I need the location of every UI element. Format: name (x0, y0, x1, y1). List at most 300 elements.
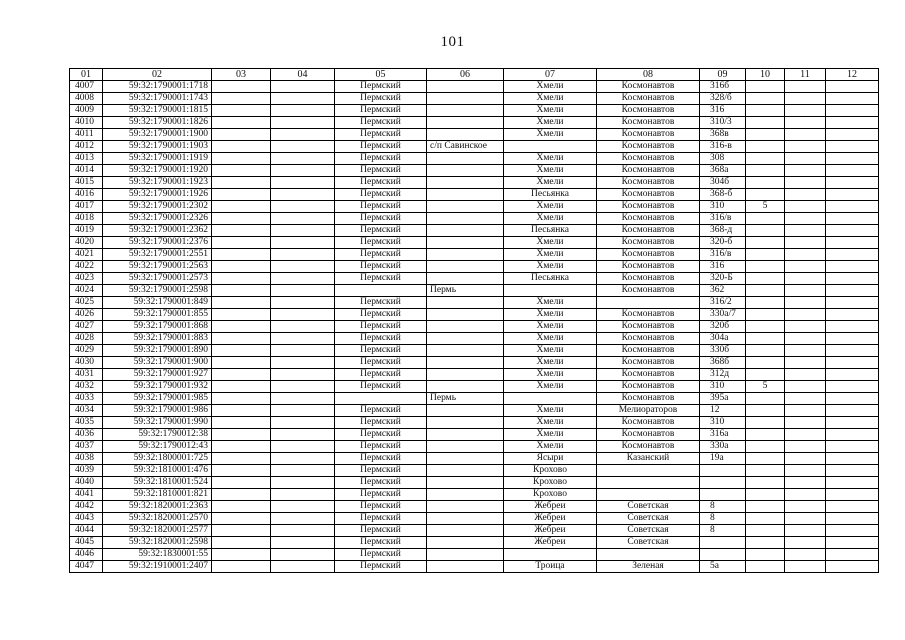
table-cell: 59:32:1820001:2577 (103, 525, 212, 537)
table-cell: Пермский (335, 525, 427, 537)
table-cell: 316 (700, 261, 746, 273)
table-cell (212, 501, 271, 513)
table-cell (826, 117, 879, 129)
table-cell: 312д (700, 369, 746, 381)
table-cell: 4017 (70, 201, 103, 213)
table-cell (785, 525, 826, 537)
table-cell: Зеленая (597, 561, 700, 573)
table-cell (427, 513, 504, 525)
table-cell: 59:32:1790001:868 (103, 321, 212, 333)
table-row (70, 465, 879, 477)
table-cell (427, 561, 504, 573)
table-cell: Хмели (504, 105, 597, 117)
table-cell: 4012 (70, 141, 103, 153)
table-cell: 4022 (70, 261, 103, 273)
table-cell: 4014 (70, 165, 103, 177)
table-cell (271, 273, 335, 285)
table-cell: 59:32:1790001:2551 (103, 249, 212, 261)
table-cell: 310 (700, 417, 746, 429)
table-cell: Пермский (335, 501, 427, 513)
table-cell: 4030 (70, 357, 103, 369)
table-cell: Хмели (504, 309, 597, 321)
table-cell: Пермский (335, 297, 427, 309)
table-cell (271, 549, 335, 561)
table-cell (427, 117, 504, 129)
table-cell (826, 81, 879, 93)
table-cell: 320-б (700, 237, 746, 249)
table-cell (826, 153, 879, 165)
table-cell (785, 141, 826, 153)
table-cell (212, 453, 271, 465)
column-header: 04 (271, 69, 335, 81)
table-cell (785, 93, 826, 105)
table-cell (785, 465, 826, 477)
table-cell (746, 417, 785, 429)
table-cell (746, 165, 785, 177)
table-cell (212, 369, 271, 381)
table-cell: Хмели (504, 201, 597, 213)
table-cell (271, 537, 335, 549)
table-cell (746, 357, 785, 369)
table-cell (826, 129, 879, 141)
table-cell (826, 357, 879, 369)
table-cell (826, 201, 879, 213)
table-cell: 59:32:1790001:927 (103, 369, 212, 381)
table-cell (271, 489, 335, 501)
table-cell: Советская (597, 537, 700, 549)
table-cell: Космонавтов (597, 177, 700, 189)
table-cell (271, 93, 335, 105)
table-cell (427, 297, 504, 309)
table-cell: 4045 (70, 537, 103, 549)
table-cell (785, 165, 826, 177)
table-cell (271, 429, 335, 441)
table-cell (746, 513, 785, 525)
table-cell: Пермский (335, 381, 427, 393)
table-cell (826, 261, 879, 273)
table-cell (746, 249, 785, 261)
table-cell: Мелиораторов (597, 405, 700, 417)
table-cell: 310 (700, 201, 746, 213)
table-cell: 4020 (70, 237, 103, 249)
table-cell (700, 477, 746, 489)
table-row (70, 177, 879, 189)
table-cell (826, 537, 879, 549)
table-cell (746, 225, 785, 237)
registry-table (69, 68, 879, 573)
table-cell: Хмели (504, 345, 597, 357)
table-cell: 368-д (700, 225, 746, 237)
table-cell (826, 405, 879, 417)
table-cell (826, 249, 879, 261)
table-row (70, 537, 879, 549)
table-cell (746, 285, 785, 297)
table-cell: 59:32:1790001:1919 (103, 153, 212, 165)
table-cell (427, 405, 504, 417)
table-cell: Крохово (504, 465, 597, 477)
table-cell: 19а (700, 453, 746, 465)
table-cell (427, 237, 504, 249)
table-cell: 59:32:1790001:932 (103, 381, 212, 393)
table-cell: 59:32:1810001:476 (103, 465, 212, 477)
table-row (70, 381, 879, 393)
table-cell: Хмели (504, 93, 597, 105)
table-cell (785, 453, 826, 465)
table-cell: 316/2 (700, 297, 746, 309)
table-cell: 59:32:1790001:1923 (103, 177, 212, 189)
table-cell (785, 501, 826, 513)
table-cell: Пермский (335, 441, 427, 453)
table-cell: Космонавтов (597, 441, 700, 453)
table-row (70, 93, 879, 105)
table-cell: 59:32:1790001:2362 (103, 225, 212, 237)
table-cell: 4023 (70, 273, 103, 285)
table-cell (212, 381, 271, 393)
table-cell: Хмели (504, 153, 597, 165)
table-cell (335, 285, 427, 297)
table-cell: Космонавтов (597, 333, 700, 345)
table-cell: Космонавтов (597, 117, 700, 129)
table-cell: Космонавтов (597, 381, 700, 393)
column-header: 06 (427, 69, 504, 81)
table-row (70, 369, 879, 381)
table-row (70, 81, 879, 93)
table-cell (212, 273, 271, 285)
table-row (70, 453, 879, 465)
table-cell (826, 525, 879, 537)
table-cell: Пермский (335, 453, 427, 465)
table-cell (746, 177, 785, 189)
table-cell (212, 129, 271, 141)
table-cell (785, 285, 826, 297)
table-cell: 59:32:1820001:2570 (103, 513, 212, 525)
table-cell (427, 453, 504, 465)
table-cell (271, 453, 335, 465)
table-cell: 4031 (70, 369, 103, 381)
table-cell (785, 117, 826, 129)
table-cell: Пермский (335, 105, 427, 117)
table-cell (826, 393, 879, 405)
table-cell (212, 153, 271, 165)
table-cell: Космонавтов (597, 213, 700, 225)
table-cell: Пермский (335, 429, 427, 441)
table-cell (427, 201, 504, 213)
table-cell: Пермский (335, 477, 427, 489)
table-cell (826, 237, 879, 249)
table-cell: Хмели (504, 405, 597, 417)
table-cell: 59:32:1790001:1743 (103, 93, 212, 105)
table-cell (597, 477, 700, 489)
table-cell (746, 81, 785, 93)
table-cell (746, 129, 785, 141)
table-cell: Пермский (335, 189, 427, 201)
table-cell (700, 537, 746, 549)
table-cell (785, 381, 826, 393)
table-row (70, 345, 879, 357)
table-cell (212, 465, 271, 477)
table-cell: 316 (700, 105, 746, 117)
table-cell (785, 429, 826, 441)
table-cell (271, 357, 335, 369)
table-cell (785, 201, 826, 213)
table-cell: Крохово (504, 489, 597, 501)
table-cell (826, 549, 879, 561)
table-row (70, 393, 879, 405)
table-cell: Пермский (335, 93, 427, 105)
table-cell (746, 117, 785, 129)
table-cell: 362 (700, 285, 746, 297)
table-cell (746, 309, 785, 321)
table-cell (212, 525, 271, 537)
table-cell (271, 141, 335, 153)
table-cell: 368-б (700, 189, 746, 201)
table-cell: Космонавтов (597, 393, 700, 405)
table-cell (746, 393, 785, 405)
table-cell: Хмели (504, 297, 597, 309)
table-cell: 59:32:1790001:1900 (103, 129, 212, 141)
table-cell: Хмели (504, 369, 597, 381)
table-cell (427, 93, 504, 105)
table-cell: 8 (700, 501, 746, 513)
table-cell (427, 417, 504, 429)
table-cell (746, 441, 785, 453)
table-cell: 395а (700, 393, 746, 405)
table-cell: Пермский (335, 129, 427, 141)
table-row (70, 405, 879, 417)
table-cell (785, 513, 826, 525)
table-cell (785, 369, 826, 381)
table-cell (746, 105, 785, 117)
table-cell (427, 273, 504, 285)
table-cell: 4037 (70, 441, 103, 453)
column-header: 10 (746, 69, 785, 81)
table-cell: 330а (700, 441, 746, 453)
table-cell (427, 177, 504, 189)
table-cell (271, 465, 335, 477)
table-cell (271, 225, 335, 237)
table-cell: Пермский (335, 153, 427, 165)
table-cell (271, 525, 335, 537)
table-cell (212, 321, 271, 333)
table-cell: 4007 (70, 81, 103, 93)
table-cell: 59:32:1820001:2598 (103, 537, 212, 549)
table-cell: 4026 (70, 309, 103, 321)
table-cell: 59:32:1790001:855 (103, 309, 212, 321)
table-cell (746, 369, 785, 381)
table-cell: Пермский (335, 333, 427, 345)
table-cell: 59:32:1790001:849 (103, 297, 212, 309)
table-cell (746, 261, 785, 273)
table-cell (427, 189, 504, 201)
table-cell (746, 237, 785, 249)
table-cell: 59:32:1790001:890 (103, 345, 212, 357)
table-cell: 59:32:1790001:1926 (103, 189, 212, 201)
table-cell (826, 285, 879, 297)
table-cell (271, 213, 335, 225)
table-cell (785, 297, 826, 309)
table-cell (212, 357, 271, 369)
table-cell: 59:32:1800001:725 (103, 453, 212, 465)
table-cell: 4018 (70, 213, 103, 225)
column-header: 12 (826, 69, 879, 81)
table-cell: 4043 (70, 513, 103, 525)
table-cell (212, 441, 271, 453)
table-cell: Пермский (335, 405, 427, 417)
table-cell: 308 (700, 153, 746, 165)
table-cell (746, 429, 785, 441)
table-cell: Песьянка (504, 225, 597, 237)
table-cell (212, 333, 271, 345)
table-cell: Хмели (504, 333, 597, 345)
table-row (70, 417, 879, 429)
table-cell (212, 477, 271, 489)
table-cell: 4039 (70, 465, 103, 477)
table-cell: 59:32:1790001:1815 (103, 105, 212, 117)
table-cell: 4010 (70, 117, 103, 129)
table-cell: Хмели (504, 237, 597, 249)
table-cell (826, 369, 879, 381)
table-cell: Космонавтов (597, 417, 700, 429)
table-row (70, 309, 879, 321)
table-cell (785, 441, 826, 453)
table-cell (785, 153, 826, 165)
table-cell (746, 453, 785, 465)
table-cell (427, 345, 504, 357)
table-row (70, 561, 879, 573)
table-cell: Пермский (335, 321, 427, 333)
table-cell: Хмели (504, 261, 597, 273)
table-cell (826, 441, 879, 453)
table-cell: 59:32:1790012:43 (103, 441, 212, 453)
table-cell: Хмели (504, 417, 597, 429)
table-cell: 59:32:1790001:1718 (103, 81, 212, 93)
table-cell: 4046 (70, 549, 103, 561)
table-cell: Песьянка (504, 189, 597, 201)
table-cell: Хмели (504, 117, 597, 129)
table-row (70, 237, 879, 249)
table-cell (212, 189, 271, 201)
table-row (70, 261, 879, 273)
table-cell (427, 369, 504, 381)
table-cell (212, 237, 271, 249)
table-cell (427, 489, 504, 501)
table-cell (746, 333, 785, 345)
table-cell (212, 549, 271, 561)
table-cell (271, 129, 335, 141)
table-cell: 59:32:1790001:1920 (103, 165, 212, 177)
table-row (70, 105, 879, 117)
table-cell: 320-Б (700, 273, 746, 285)
table-cell (212, 345, 271, 357)
table-cell: 4033 (70, 393, 103, 405)
table-cell: Космонавтов (597, 285, 700, 297)
table-cell (785, 105, 826, 117)
table-cell (271, 333, 335, 345)
table-cell: 59:32:1790001:990 (103, 417, 212, 429)
table-cell (271, 189, 335, 201)
table-cell (212, 285, 271, 297)
table-cell: 4042 (70, 501, 103, 513)
table-cell (427, 105, 504, 117)
table-cell (700, 489, 746, 501)
table-cell: Космонавтов (597, 429, 700, 441)
table-row (70, 117, 879, 129)
table-cell (826, 417, 879, 429)
table-cell (427, 225, 504, 237)
table-cell (271, 297, 335, 309)
column-header: 03 (212, 69, 271, 81)
table-cell (746, 273, 785, 285)
table-cell (597, 549, 700, 561)
table-cell (597, 465, 700, 477)
table-cell: Космонавтов (597, 309, 700, 321)
table-cell: Советская (597, 501, 700, 513)
table-cell: с/п Савинское (427, 141, 504, 153)
table-cell (746, 297, 785, 309)
table-cell: Жебреи (504, 537, 597, 549)
table-cell: Космонавтов (597, 141, 700, 153)
table-cell: 4009 (70, 105, 103, 117)
table-cell (271, 441, 335, 453)
table-cell (826, 489, 879, 501)
table-cell: 59:32:1910001:2407 (103, 561, 212, 573)
table-cell (826, 225, 879, 237)
table-cell (785, 225, 826, 237)
table-cell: Казанский (597, 453, 700, 465)
table-cell (785, 261, 826, 273)
table-cell (212, 213, 271, 225)
table-cell (785, 393, 826, 405)
table-cell: 59:32:1790001:2376 (103, 237, 212, 249)
table-cell (746, 501, 785, 513)
table-cell (746, 477, 785, 489)
table-cell: 4044 (70, 525, 103, 537)
table-cell (785, 549, 826, 561)
table-cell (271, 249, 335, 261)
table-row (70, 501, 879, 513)
table-cell: 4027 (70, 321, 103, 333)
table-cell (427, 165, 504, 177)
table-cell (597, 489, 700, 501)
table-cell: 59:32:1810001:821 (103, 489, 212, 501)
table-cell (746, 141, 785, 153)
table-cell: 4016 (70, 189, 103, 201)
table-cell: 59:32:1820001:2363 (103, 501, 212, 513)
table-cell (271, 405, 335, 417)
table-cell (826, 297, 879, 309)
table-cell (427, 441, 504, 453)
column-header: 05 (335, 69, 427, 81)
table-cell (212, 429, 271, 441)
table-row (70, 441, 879, 453)
table-cell: Ясыри (504, 453, 597, 465)
table-cell (427, 213, 504, 225)
table-cell: 316-в (700, 141, 746, 153)
table-cell: 368в (700, 129, 746, 141)
table-cell: Пермский (335, 549, 427, 561)
table-cell: Космонавтов (597, 261, 700, 273)
table-cell (746, 93, 785, 105)
table-row (70, 189, 879, 201)
table-cell: Пермский (335, 141, 427, 153)
table-cell: Космонавтов (597, 345, 700, 357)
table-cell (826, 453, 879, 465)
table-cell (826, 189, 879, 201)
table-cell (826, 213, 879, 225)
table-cell (212, 105, 271, 117)
table-cell: 368б (700, 357, 746, 369)
table-cell: 4024 (70, 285, 103, 297)
